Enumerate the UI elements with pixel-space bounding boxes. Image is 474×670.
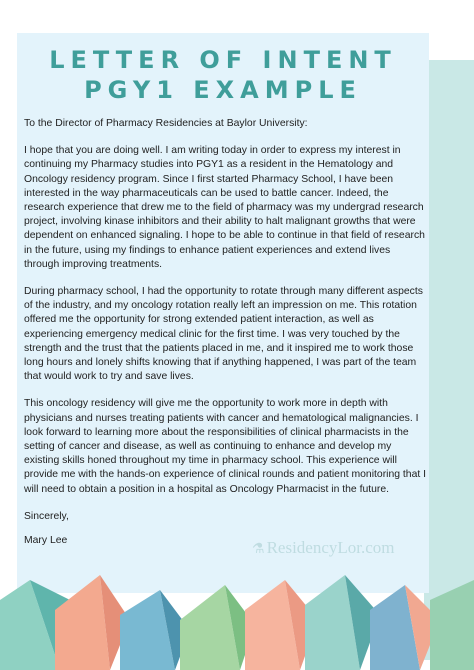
watermark — [252, 538, 395, 558]
letter-paragraph: This oncology residency will give me the opportunity to work more in depth with physicians and nurses treating patients with cancer and hematological malignancies. I look forward to learning more about the responsibilities of clinical pharmacists in the setting of cancer and disease, as well as continuing to enhance and develop my existing skills honed throughout my time in pharmacy school. This experience will provide me with the hands-on experience of clinical rounds and patient monitoring that I will need to obtain a position in a hospital as Oncology Pharmacist in the future. — [24, 398, 427, 495]
watermark-text: ResidencyLor.com — [266, 538, 395, 557]
letter-paragraph: I hope that you are doing well. I am writing today in order to express my interest in continuing my Pharmacy studies into PGY1 as a resident in the Hematology and Oncology residency program. Since I first started Pharmacy School, I have been interested in the way pharmaceuticals can be used to battle cancer. Indeed, the research experience that drew me to the field of pharmacy was my undergrad research project, involving kinase inhibitors and their ability to halt malignant growths that were dependent on enhanced signaling. I hope to be able to continue in that field of research in the future, using my findings to enhance patient experiences and extend lives through improving treatments. — [24, 145, 425, 270]
letter-salutation: To the Director of Pharmacy Residencies at Baylor University: — [24, 118, 308, 129]
letter-body — [24, 117, 426, 561]
letter-paragraph: During pharmacy school, I had the opportunity to rotate through many different aspects of the industry, and my oncology rotation really left an impression on me. This rotation offered me the opportunity for strong extended patient interaction, as well as experiencing emergency medical clinic for the first time. I was very touched by the strength and the trust that the patients placed in me, and it inspired me to work those long hours and lonely shifts knowing that if anything happened, I was part of the team that would work to try and save lives. — [24, 286, 423, 383]
decorative-polygons — [0, 560, 474, 670]
page-title-line-1: LETTER OF INTENT — [49, 46, 397, 74]
letter-signature: Mary Lee — [24, 535, 68, 547]
page-title-line-2: PGY1 EXAMPLE — [84, 76, 362, 104]
mortar-pestle-icon: ⚗ — [252, 542, 265, 557]
letter-closing: Sincerely, — [24, 510, 69, 522]
